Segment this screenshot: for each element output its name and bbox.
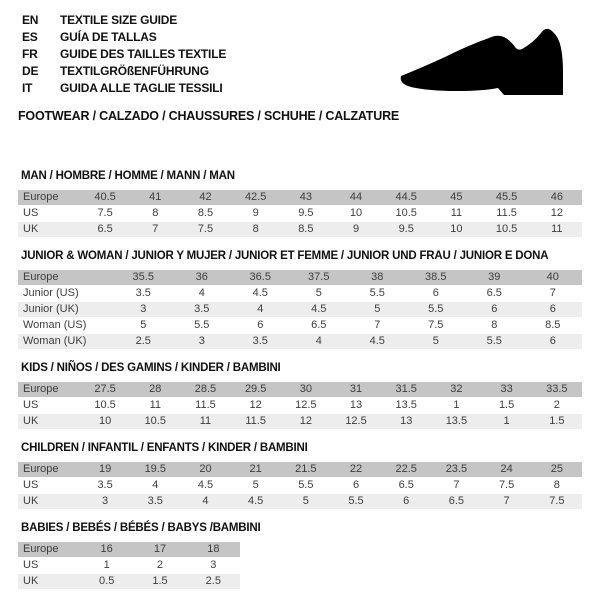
- size-cell: 7: [482, 494, 532, 509]
- section-title: CHILDREN / INFANTIL / ENFANTS / KINDER / BAMBINI: [21, 442, 308, 454]
- size-cell: 10: [80, 414, 130, 429]
- table-row: [18, 462, 582, 477]
- size-cell: 11.5: [482, 206, 532, 221]
- language-label: GUÍA DE TALLAS: [60, 30, 157, 44]
- size-cell: 2: [532, 398, 582, 413]
- size-cell: 11: [130, 398, 180, 413]
- size-cell: 5.5: [407, 302, 466, 317]
- size-cell: 10: [431, 222, 481, 237]
- size-cell: 4.5: [231, 494, 281, 509]
- size-cell: 10.5: [80, 398, 130, 413]
- size-cell: 7.5: [532, 494, 582, 509]
- size-cell: 6: [331, 478, 381, 493]
- size-cell: 6: [465, 302, 524, 317]
- size-cell: 7: [524, 286, 583, 301]
- size-cell: 18: [187, 542, 240, 557]
- row-label: Europe: [18, 542, 80, 557]
- shoe-icon: [397, 22, 569, 98]
- size-cell: 2.5: [187, 574, 240, 589]
- section-title: MAN / HOMBRE / HOMME / MANN / MAN: [21, 170, 235, 182]
- size-cell: 38: [348, 270, 407, 285]
- section-title: BABIES / BEBÉS / BÉBÉS / BABYS /BAMBINI: [21, 522, 261, 534]
- size-cell: 6.5: [465, 286, 524, 301]
- size-cell: 3.5: [130, 494, 180, 509]
- size-table-junior: [18, 269, 582, 350]
- size-cell: 5: [114, 318, 173, 333]
- size-cell: 12: [281, 414, 331, 429]
- size-cell: 6: [524, 334, 583, 349]
- size-cell: 3: [80, 494, 130, 509]
- table-row: [18, 542, 240, 557]
- size-cell: 0.5: [80, 574, 133, 589]
- size-cell: 13: [381, 414, 431, 429]
- size-cell: 35.5: [114, 270, 173, 285]
- size-cell: 45: [431, 190, 481, 205]
- size-cell: 5.5: [331, 494, 381, 509]
- size-cell: 22.5: [381, 462, 431, 477]
- row-label: UK: [18, 494, 80, 509]
- size-cell: 7.5: [482, 478, 532, 493]
- size-cell: 9.5: [381, 222, 431, 237]
- size-cell: 8: [231, 222, 281, 237]
- language-row-en: [22, 12, 226, 29]
- language-row-es: [22, 29, 226, 46]
- row-label: Europe: [18, 190, 80, 205]
- size-cell: 5.5: [465, 334, 524, 349]
- size-cell: 23.5: [431, 462, 481, 477]
- size-cell: 32: [431, 382, 481, 397]
- language-list: [22, 12, 226, 97]
- size-cell: 8.5: [281, 222, 331, 237]
- size-cell: 6.5: [431, 494, 481, 509]
- section-title: JUNIOR & WOMAN / JUNIOR Y MUJER / JUNIOR ET FEMME / JUNIOR UND FRAU / JUNIOR E DONA: [21, 250, 549, 262]
- size-cell: 40: [524, 270, 583, 285]
- size-cell: 6: [407, 286, 466, 301]
- size-cell: 7: [348, 318, 407, 333]
- size-cell: 1: [80, 558, 133, 573]
- table-row: [18, 206, 582, 221]
- size-cell: 13.5: [381, 398, 431, 413]
- size-cell: 4: [290, 334, 349, 349]
- size-cell: 4.5: [348, 334, 407, 349]
- size-cell: 11: [180, 414, 230, 429]
- language-row-fr: [22, 46, 226, 63]
- size-cell: 6: [231, 318, 290, 333]
- language-code: ES: [22, 30, 38, 44]
- size-cell: 22: [331, 462, 381, 477]
- size-cell: 3.5: [173, 302, 232, 317]
- table-row: [18, 286, 582, 301]
- size-cell: 7: [431, 478, 481, 493]
- table-row: [18, 398, 582, 413]
- size-cell: 10.5: [381, 206, 431, 221]
- size-cell: 30: [281, 382, 331, 397]
- size-cell: 42: [180, 190, 230, 205]
- row-label: UK: [18, 414, 80, 429]
- size-cell: 1.5: [133, 574, 186, 589]
- size-cell: 5: [290, 286, 349, 301]
- size-cell: 24: [482, 462, 532, 477]
- language-code: FR: [22, 47, 38, 61]
- row-label: US: [18, 206, 80, 221]
- size-cell: 6: [381, 494, 431, 509]
- size-section-kids: [18, 362, 582, 430]
- size-cell: 4: [180, 494, 230, 509]
- language-code: IT: [22, 81, 33, 95]
- size-cell: 17: [133, 542, 186, 557]
- size-cell: 5: [281, 494, 331, 509]
- size-cell: 27.5: [80, 382, 130, 397]
- row-label: Europe: [18, 382, 80, 397]
- table-row: [18, 382, 582, 397]
- size-cell: 43: [281, 190, 331, 205]
- size-cell: 2: [133, 558, 186, 573]
- size-cell: 36: [173, 270, 232, 285]
- size-cell: 33.5: [532, 382, 582, 397]
- size-cell: 10.5: [130, 414, 180, 429]
- size-cell: 3.5: [80, 478, 130, 493]
- size-cell: 41: [130, 190, 180, 205]
- size-section-children: [18, 442, 582, 510]
- size-cell: 21: [231, 462, 281, 477]
- language-row-de: [22, 63, 226, 80]
- size-tables: [18, 170, 582, 600]
- size-cell: 31.5: [381, 382, 431, 397]
- size-table-children: [18, 461, 582, 510]
- language-label: TEXTILE SIZE GUIDE: [60, 13, 178, 27]
- size-cell: 12.5: [281, 398, 331, 413]
- size-cell: 8.5: [524, 318, 583, 333]
- table-row: [18, 478, 582, 493]
- size-cell: 13: [331, 398, 381, 413]
- size-cell: 44: [331, 190, 381, 205]
- row-label: US: [18, 558, 80, 573]
- language-label: GUIDA ALLE TAGLIE TESSILI: [60, 81, 223, 95]
- row-label: US: [18, 478, 80, 493]
- size-cell: 8: [130, 206, 180, 221]
- size-cell: 38.5: [407, 270, 466, 285]
- table-row: [18, 494, 582, 509]
- row-label: Europe: [18, 462, 80, 477]
- language-label: GUIDE DES TAILLES TEXTILE: [60, 47, 227, 61]
- size-cell: 9.5: [281, 206, 331, 221]
- size-cell: 7: [130, 222, 180, 237]
- size-cell: 2.5: [114, 334, 173, 349]
- size-section-junior: [18, 250, 582, 350]
- table-row: [18, 190, 582, 205]
- size-cell: 6.5: [80, 222, 130, 237]
- size-cell: 19.5: [130, 462, 180, 477]
- size-cell: 5: [407, 334, 466, 349]
- size-cell: 21.5: [281, 462, 331, 477]
- size-cell: 28: [130, 382, 180, 397]
- size-cell: 1.5: [482, 398, 532, 413]
- category-line: FOOTWEAR / CALZADO / CHAUSSURES / SCHUHE / CALZATURE: [18, 109, 400, 123]
- size-cell: 1: [431, 398, 481, 413]
- language-label: TEXTILGRÖßENFÜHRUNG: [60, 64, 209, 78]
- row-label: Junior (UK): [18, 302, 114, 317]
- size-cell: 16: [80, 542, 133, 557]
- size-cell: 10.5: [482, 222, 532, 237]
- size-table-kids: [18, 381, 582, 430]
- size-cell: 4.5: [231, 286, 290, 301]
- size-cell: 5.5: [173, 318, 232, 333]
- size-cell: 39: [465, 270, 524, 285]
- size-cell: 5: [348, 302, 407, 317]
- size-cell: 1: [482, 414, 532, 429]
- size-cell: 40.5: [80, 190, 130, 205]
- size-table-man: [18, 189, 582, 238]
- size-cell: 3: [114, 302, 173, 317]
- size-cell: 3: [187, 558, 240, 573]
- size-cell: 29.5: [231, 382, 281, 397]
- size-cell: 20: [180, 462, 230, 477]
- size-cell: 12: [532, 206, 582, 221]
- row-label: Europe: [18, 270, 114, 285]
- size-cell: 12.5: [331, 414, 381, 429]
- size-cell: 42.5: [231, 190, 281, 205]
- size-cell: 6: [524, 302, 583, 317]
- size-cell: 4.5: [180, 478, 230, 493]
- table-row: [18, 302, 582, 317]
- row-label: Woman (US): [18, 318, 114, 333]
- size-cell: 4: [130, 478, 180, 493]
- size-cell: 5.5: [348, 286, 407, 301]
- size-cell: 4.5: [290, 302, 349, 317]
- size-cell: 4: [231, 302, 290, 317]
- size-cell: 8: [465, 318, 524, 333]
- row-label: UK: [18, 574, 80, 589]
- size-cell: 31: [331, 382, 381, 397]
- language-code: DE: [22, 64, 39, 78]
- table-row: [18, 334, 582, 349]
- size-cell: 10: [331, 206, 381, 221]
- section-title: KIDS / NIÑOS / DES GAMINS / KINDER / BAMBINI: [21, 362, 281, 374]
- size-cell: 28.5: [180, 382, 230, 397]
- size-cell: 9: [331, 222, 381, 237]
- table-row: [18, 558, 240, 573]
- row-label: Woman (UK): [18, 334, 114, 349]
- size-cell: 44.5: [381, 190, 431, 205]
- size-cell: 46: [532, 190, 582, 205]
- row-label: UK: [18, 222, 80, 237]
- size-cell: 11.5: [231, 414, 281, 429]
- size-cell: 25: [532, 462, 582, 477]
- size-cell: 11: [431, 206, 481, 221]
- language-code: EN: [22, 13, 39, 27]
- size-cell: 4: [173, 286, 232, 301]
- table-row: [18, 270, 582, 285]
- size-cell: 8: [532, 478, 582, 493]
- size-cell: 3: [173, 334, 232, 349]
- size-cell: 19: [80, 462, 130, 477]
- size-cell: 11: [532, 222, 582, 237]
- size-cell: 45.5: [482, 190, 532, 205]
- table-row: [18, 574, 240, 589]
- size-cell: 13.5: [431, 414, 481, 429]
- table-row: [18, 222, 582, 237]
- size-cell: 7.5: [180, 222, 230, 237]
- size-cell: 33: [482, 382, 532, 397]
- language-row-it: [22, 80, 226, 97]
- size-cell: 9: [231, 206, 281, 221]
- size-cell: 8.5: [180, 206, 230, 221]
- size-table-babies: [18, 541, 240, 590]
- size-cell: 5.5: [281, 478, 331, 493]
- row-label: Junior (US): [18, 286, 114, 301]
- size-cell: 37.5: [290, 270, 349, 285]
- size-cell: 11.5: [180, 398, 230, 413]
- size-cell: 36.5: [231, 270, 290, 285]
- size-cell: 3.5: [231, 334, 290, 349]
- size-section-babies: [18, 522, 582, 590]
- size-cell: 7.5: [407, 318, 466, 333]
- size-cell: 6.5: [290, 318, 349, 333]
- size-cell: 7.5: [80, 206, 130, 221]
- size-cell: 12: [231, 398, 281, 413]
- size-cell: 1.5: [532, 414, 582, 429]
- size-cell: 3.5: [114, 286, 173, 301]
- size-cell: 6.5: [381, 478, 431, 493]
- size-cell: 5: [231, 478, 281, 493]
- size-section-man: [18, 170, 582, 238]
- table-row: [18, 414, 582, 429]
- table-row: [18, 318, 582, 333]
- row-label: US: [18, 398, 80, 413]
